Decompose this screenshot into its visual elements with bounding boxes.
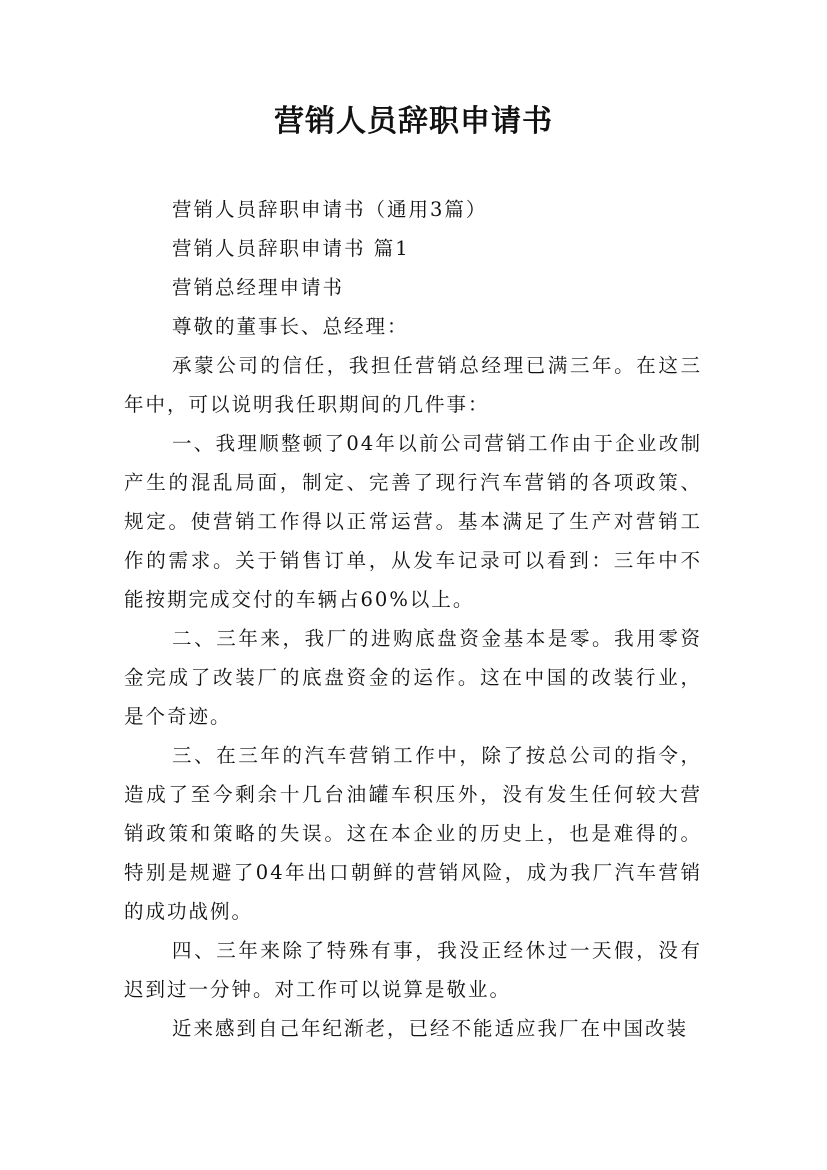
paragraph-body: 三、在三年的汽车营销工作中，除了按总公司的指令，造成了至今剩余十几台油罐车积压外，没有发生任何较大营销政策和策略的失误。这在本企业的历史上，也是难得的。特别是规避了04年出口朝鲜的营销风险，成为我厂汽车营销的成功战例。: [124, 744, 702, 923]
paragraph-body: 一、我理顺整顿了04年以前公司营销工作由于企业改制产生的混乱局面，制定、完善了现行汽车营销的各项政策、规定。使营销工作得以正常运营。基本满足了生产对营销工作的需求。关于销售订单，从发车记录可以看到：三年中不能按期完成交付的车辆占60%以上。: [124, 432, 702, 611]
paragraph-section-heading: 营销人员辞职申请书 篇1: [172, 237, 410, 260]
paragraph-subtitle: 营销人员辞职申请书（通用3篇）: [172, 198, 488, 221]
paragraph-body: 二、三年来，我厂的进购底盘资金基本是零。我用零资金完成了改装厂的底盘资金的运作。这在中国的改装行业，是个奇迹。: [124, 627, 702, 728]
paragraph-letter-title: 营销总经理申请书: [172, 276, 345, 299]
paragraph-body: 近来感到自己年纪渐老，已经不能适应我厂在中国改装: [172, 1017, 689, 1040]
paragraph-body: 四、三年来除了特殊有事，我没正经休过一天假，没有迟到过一分钟。对工作可以说算是敬业。: [124, 939, 702, 1001]
paragraph-salutation: 尊敬的董事长、总经理：: [172, 315, 409, 338]
document-body: [124, 190, 702, 1048]
paragraph-body: 承蒙公司的信任，我担任营销总经理已满三年。在这三年中，可以说明我任职期间的几件事：: [124, 354, 702, 416]
document-title: 营销人员辞职申请书: [274, 104, 553, 139]
